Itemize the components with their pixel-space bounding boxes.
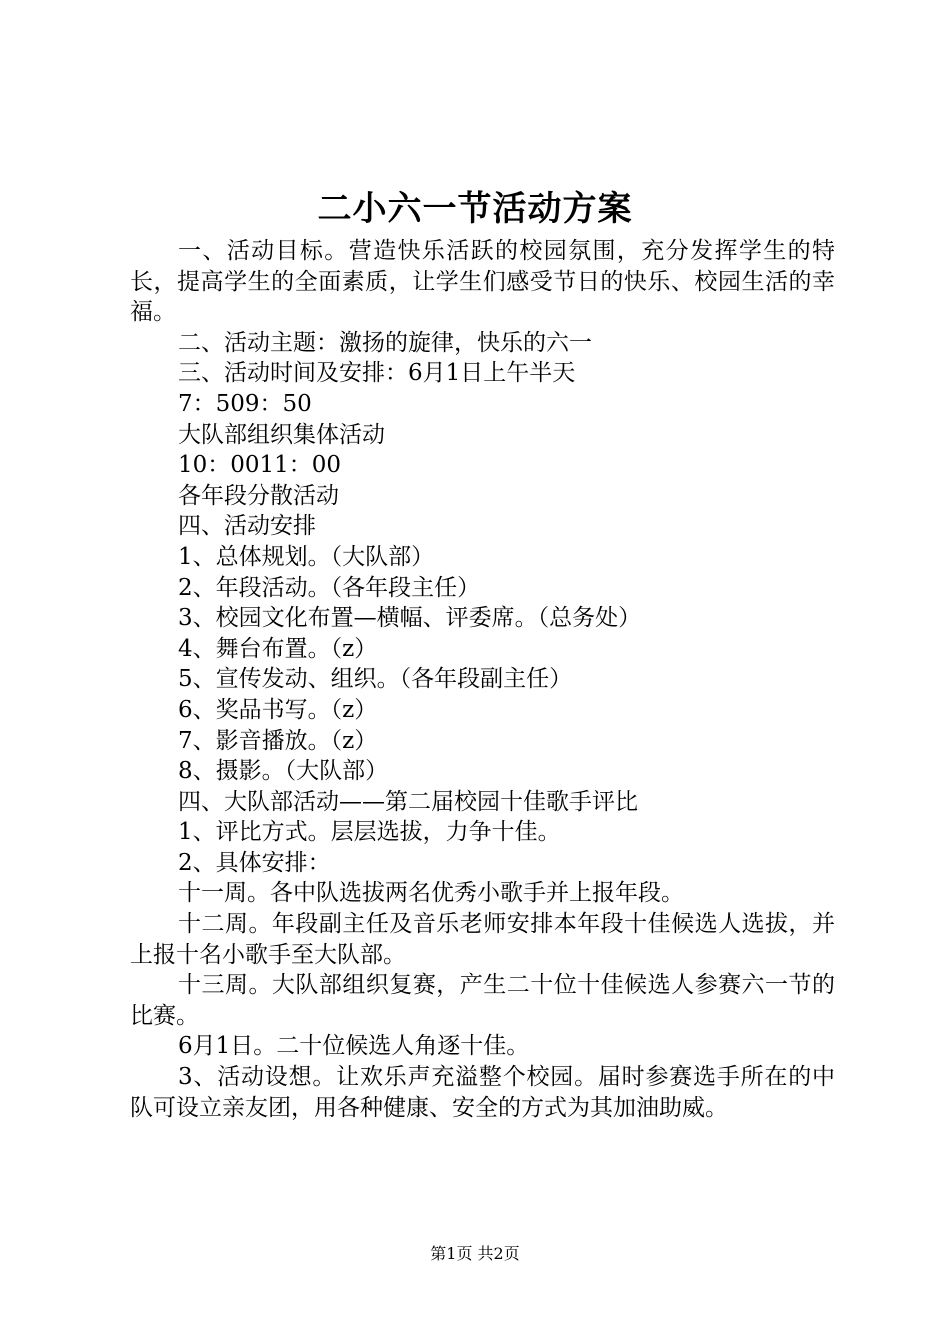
schedule-item: 6月1日。二十位候选人角逐十佳。 — [178, 1033, 530, 1060]
paragraph-arrangement-heading: 四、活动安排 — [178, 513, 316, 540]
list-item: 1、评比方式。层层选拔，力争十佳。 — [178, 819, 561, 846]
list-item: 7、影音播放。（z） — [178, 727, 378, 754]
list-item: 4、舞台布置。（z） — [178, 635, 378, 662]
paragraph-grade-activity: 各年段分散活动 — [178, 482, 339, 509]
paragraph-singer-contest-heading: 四、大队部活动——第二届校园十佳歌手评比 — [178, 788, 638, 815]
paragraph-time-slot-2: 10：0011：00 — [178, 452, 342, 479]
list-item: 8、摄影。（大队部） — [178, 758, 389, 785]
list-item: 3、校园文化布置—横幅、评委席。（总务处） — [178, 605, 642, 632]
list-item: 3、活动设想。让欢乐声充溢整个校园。届时参赛选手所在的中队可设立亲友团，用各种健康、安全的方式为其加油助威。 — [130, 1064, 835, 1121]
list-item: 5、宣传发动、组织。（各年段副主任） — [178, 666, 573, 693]
page-number: 第1页 共2页 — [430, 1244, 520, 1263]
paragraph-activity-goal: 一、活动目标。营造快乐活跃的校园氛围，充分发挥学生的特长，提高学生的全面素质，让学生们感受节日的快乐、校园生活的幸福。 — [130, 238, 835, 326]
paragraph-time-slot-1: 7：509：50 — [178, 390, 312, 417]
paragraph-activity-time: 三、活动时间及安排：6月1日上午半天 — [178, 360, 576, 387]
schedule-item: 十二周。年段副主任及音乐老师安排本年段十佳候选人选拔，并上报十名小歌手至大队部。 — [130, 911, 835, 968]
list-item: 2、年段活动。（各年段主任） — [178, 574, 481, 601]
paragraph-activity-theme: 二、活动主题：激扬的旋律，快乐的六一 — [178, 329, 592, 356]
document-title: 二小六一节活动方案 — [317, 189, 633, 229]
list-item: 6、奖品书写。（z） — [178, 696, 378, 723]
paragraph-group-activity: 大队部组织集体活动 — [178, 421, 385, 448]
schedule-item: 十一周。各中队选拔两名优秀小歌手并上报年段。 — [178, 880, 684, 907]
document-body — [130, 236, 835, 1123]
list-item: 2、具体安排： — [178, 849, 331, 876]
schedule-item: 十三周。大队部组织复赛，产生二十位十佳候选人参赛六一节的比赛。 — [130, 972, 835, 1029]
list-item: 1、总体规划。（大队部） — [178, 543, 435, 570]
